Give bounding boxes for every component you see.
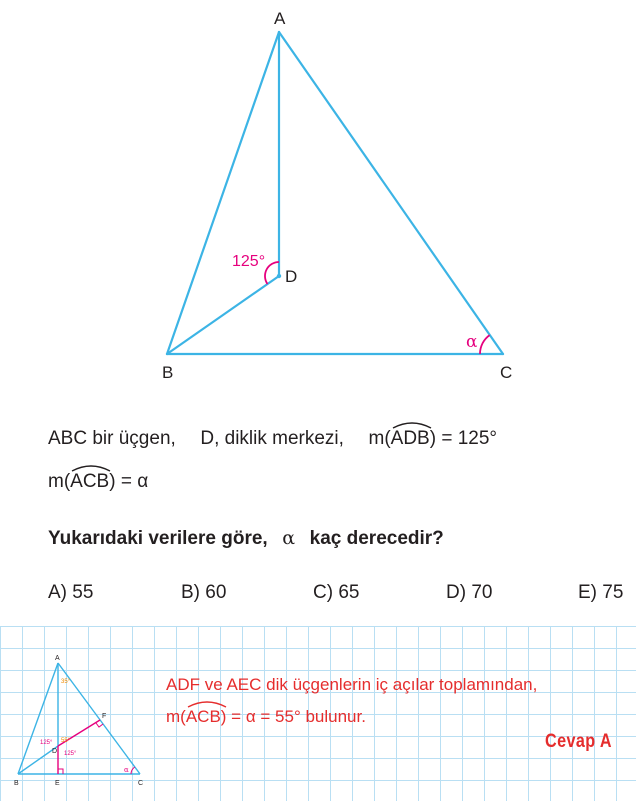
angle-c-arc: [480, 335, 490, 354]
choice-e[interactable]: E) 75: [578, 582, 624, 603]
sol-vertex-a: A: [55, 655, 60, 662]
point-d-label: D: [285, 267, 298, 286]
point-d-dot: [277, 274, 281, 278]
vertex-a-label: A: [274, 9, 286, 28]
segment-bd: [167, 276, 279, 354]
sol-vertex-c: C: [138, 780, 144, 787]
sol-right-angle-e: [58, 769, 63, 774]
solution-triangle-figure: [0, 626, 170, 801]
sol-angle-125-left: 125°: [40, 740, 53, 746]
sol-angle-55: 55°: [61, 738, 71, 744]
choice-b[interactable]: B) 60: [181, 582, 227, 603]
sol-point-d: D: [52, 748, 58, 755]
question-triangle-text: ABC bir üçgen,: [48, 428, 176, 449]
angle-adb-label: 125°: [232, 253, 266, 270]
question-line-2: [48, 471, 148, 493]
vertex-b-label: B: [162, 363, 174, 382]
answer-label: Cevap A: [545, 731, 613, 752]
question-line-1: [48, 428, 497, 450]
sol-side-ac: [58, 663, 140, 774]
sol-vertex-b: B: [14, 780, 19, 787]
angle-c-label: α: [466, 332, 478, 352]
solution-line-1: ADF ve AEC dik üçgenlerin iç açılar toplamından,: [166, 675, 538, 694]
triangle-figure: [0, 0, 636, 400]
vertex-c-label: C: [500, 363, 513, 382]
question-angle-acb: m( ACB) = α: [48, 471, 148, 492]
choice-d[interactable]: D) 70: [446, 582, 493, 603]
choice-a[interactable]: A) 55: [48, 582, 94, 603]
sol-angle-alpha: α: [124, 766, 129, 774]
sol-angle-35: 35°: [61, 679, 71, 685]
sol-side-ab: [18, 663, 58, 774]
question-angle-adb: m( ADB) = 125°: [369, 428, 498, 449]
question-prompt: Yukarıdaki verilere göre, α kaç derecedir?: [48, 527, 444, 549]
sol-point-f: F: [102, 713, 107, 720]
question-orthocenter-text: D, diklik merkezi,: [200, 428, 344, 449]
side-ac: [279, 32, 503, 354]
side-ab: [167, 32, 279, 354]
sol-angle-125-right: 125°: [64, 751, 77, 757]
choice-c[interactable]: C) 65: [313, 582, 360, 603]
sol-point-e: E: [55, 780, 60, 787]
prompt-alpha: α: [282, 527, 296, 549]
solution-panel: [0, 626, 636, 801]
solution-line-2: m( ACB) = α = 55° bulunur.: [166, 707, 366, 727]
sol-angle-c-arc: [131, 767, 135, 774]
